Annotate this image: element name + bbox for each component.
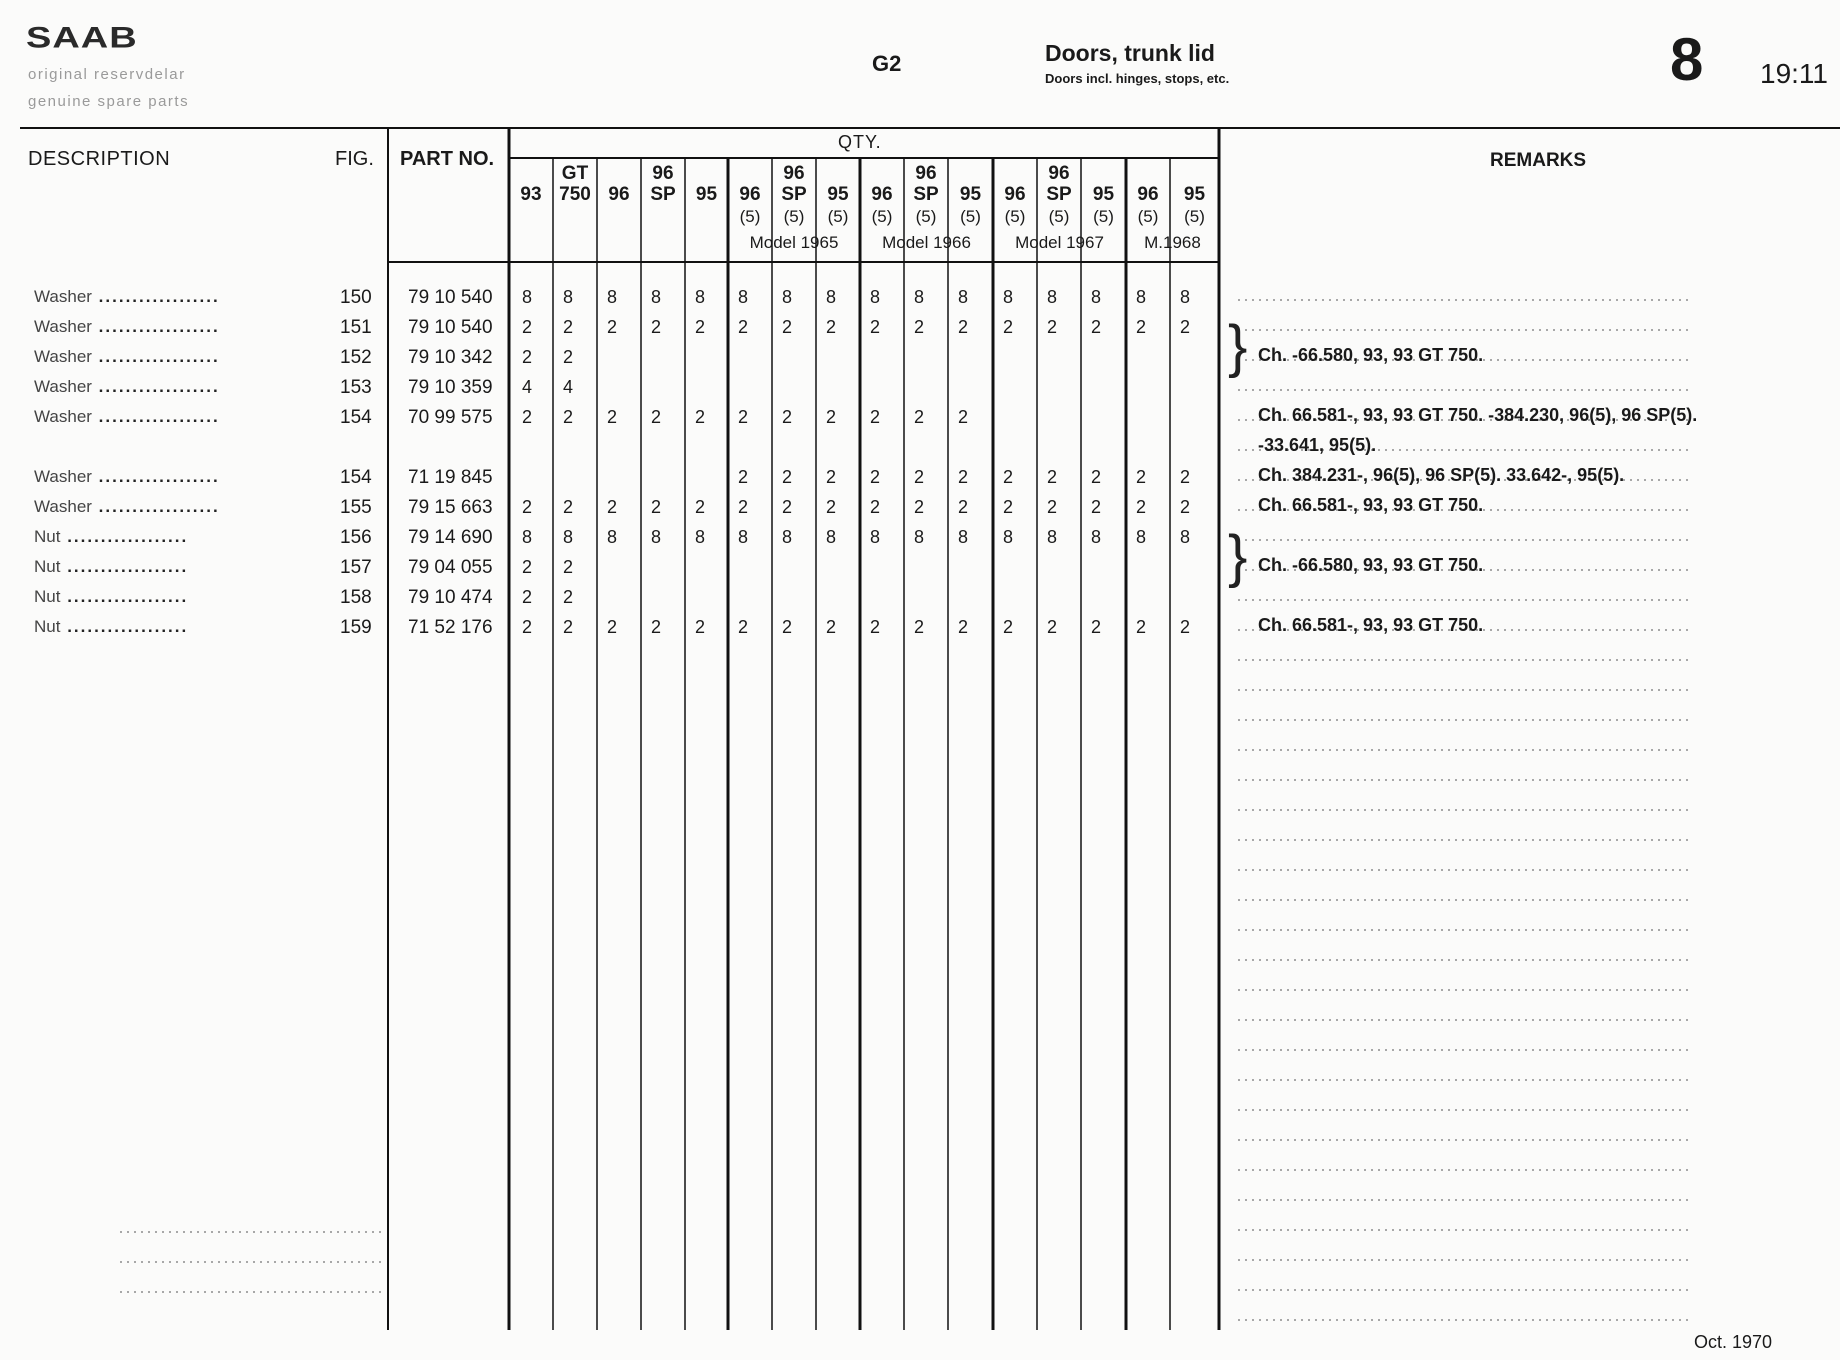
qty-column-header: 96 <box>915 163 937 184</box>
qty-cell: 2 <box>825 317 836 337</box>
qty-cell: 2 <box>825 497 836 517</box>
qty-cell: 2 <box>1002 317 1013 337</box>
qty-column-subheader: (5) <box>915 207 937 226</box>
row-remark: -33.641, 95(5). <box>1258 435 1377 455</box>
row-fig-number: 154 <box>340 467 372 488</box>
model-year-header: M.1968 <box>1144 233 1201 252</box>
page-number: 8 <box>1670 26 1704 93</box>
row-fig-number: 158 <box>340 587 372 608</box>
qty-cell: 8 <box>562 287 573 307</box>
qty-column-header: 96 <box>1137 184 1159 205</box>
qty-cell: 2 <box>694 407 705 427</box>
qty-cell: 2 <box>737 407 748 427</box>
qty-cell: 2 <box>781 617 792 637</box>
qty-cell: 2 <box>1002 617 1013 637</box>
row-fig-number: 156 <box>340 527 372 548</box>
qty-cell: 2 <box>562 617 573 637</box>
qty-cell: 2 <box>606 497 617 517</box>
qty-cell: 2 <box>781 497 792 517</box>
row-part-number: 71 52 176 <box>408 617 493 638</box>
qty-cell: 2 <box>521 557 532 577</box>
qty-cell: 2 <box>1090 317 1101 337</box>
row-part-number: 79 10 474 <box>408 587 493 608</box>
qty-cell: 2 <box>1179 497 1190 517</box>
qty-column-header: 95 <box>695 184 718 205</box>
model-year-header: Model 1965 <box>749 233 839 252</box>
qty-cell: 2 <box>694 317 705 337</box>
qty-column-subheader: (5) <box>1048 207 1070 226</box>
qty-cell: 8 <box>1046 287 1057 307</box>
qty-cell: 2 <box>869 407 880 427</box>
qty-cell: 8 <box>1135 287 1146 307</box>
qty-cell: 2 <box>650 617 661 637</box>
qty-column-header: 96 <box>871 184 893 205</box>
row-fig-number: 151 <box>340 317 372 338</box>
qty-cell: 8 <box>521 287 532 307</box>
qty-cell: 2 <box>1090 617 1101 637</box>
remark-group-brace: } <box>1228 524 1248 589</box>
row-description: Washer .................. <box>34 497 220 516</box>
row-fig-number: 153 <box>340 377 372 398</box>
qty-column-header: 96 <box>739 184 761 205</box>
row-description: Washer .................. <box>34 317 220 336</box>
qty-cell: 2 <box>869 467 880 487</box>
qty-cell: 8 <box>650 287 661 307</box>
qty-cell: 8 <box>913 527 924 547</box>
qty-cell: 2 <box>1135 317 1146 337</box>
qty-cell: 8 <box>957 287 968 307</box>
qty-cell: 2 <box>781 407 792 427</box>
row-part-number: 79 10 540 <box>408 287 493 308</box>
qty-cell: 2 <box>562 317 573 337</box>
row-fig-number: 155 <box>340 497 372 518</box>
fig-header: FIG. <box>335 148 374 170</box>
qty-cell: 2 <box>650 407 661 427</box>
qty-cell: 8 <box>650 527 661 547</box>
qty-column-subheader: (5) <box>783 207 805 226</box>
qty-cell: 2 <box>606 317 617 337</box>
qty-cell: 4 <box>521 377 532 397</box>
qty-cell: 2 <box>737 497 748 517</box>
row-part-number: 79 10 342 <box>408 347 493 368</box>
qty-cell: 8 <box>562 527 573 547</box>
qty-cell: 2 <box>957 497 968 517</box>
qty-cell: 8 <box>781 527 792 547</box>
qty-column-header: 95 <box>959 184 982 205</box>
row-description: Washer .................. <box>34 467 220 486</box>
group-code: G2 <box>872 51 902 76</box>
qty-cell: 2 <box>825 407 836 427</box>
qty-cell: 2 <box>913 497 924 517</box>
page-title: Doors, trunk lid <box>1045 40 1215 66</box>
qty-cell: 8 <box>781 287 792 307</box>
part-no-header: PART NO. <box>400 148 495 170</box>
qty-column-header: 96 <box>783 163 805 184</box>
row-description: Washer .................. <box>34 377 220 396</box>
qty-cell: 8 <box>1135 527 1146 547</box>
row-part-number: 79 15 663 <box>408 497 493 518</box>
qty-column-header: 95 <box>1183 184 1206 205</box>
qty-cell: 2 <box>1046 497 1057 517</box>
row-remark: Ch. 66.581-, 93, 93 GT 750. <box>1258 615 1484 635</box>
row-description: Nut .................. <box>34 587 189 606</box>
qty-cell: 2 <box>781 467 792 487</box>
qty-cell: 2 <box>1090 497 1101 517</box>
qty-cell: 8 <box>737 287 748 307</box>
qty-cell: 2 <box>825 617 836 637</box>
qty-column-subheader: (5) <box>1137 207 1159 226</box>
qty-cell: 2 <box>1046 617 1057 637</box>
row-part-number: 79 04 055 <box>408 557 493 578</box>
row-description: Nut .................. <box>34 617 189 636</box>
qty-cell: 2 <box>781 317 792 337</box>
qty-cell: 2 <box>1179 317 1190 337</box>
page-subnumber: 19:11 <box>1760 58 1828 89</box>
qty-cell: 2 <box>562 587 573 607</box>
qty-cell: 8 <box>869 287 880 307</box>
remark-group-brace: } <box>1228 314 1248 379</box>
qty-column-header-main: SP <box>650 184 676 205</box>
qty-column-header-main: SP <box>913 184 939 205</box>
saab-logo: SAAB <box>26 22 138 55</box>
qty-column-header: 95 <box>1092 184 1115 205</box>
qty-cell: 8 <box>521 527 532 547</box>
qty-column-header: 96 <box>652 163 674 184</box>
remarks-header: REMARKS <box>1490 150 1587 171</box>
qty-cell: 2 <box>1002 497 1013 517</box>
qty-column-header: 96 <box>608 184 630 205</box>
qty-column-header-main: SP <box>781 184 807 205</box>
qty-column-subheader: (5) <box>827 207 849 226</box>
qty-cell: 8 <box>1179 527 1190 547</box>
qty-cell: 8 <box>1002 287 1013 307</box>
model-year-header: Model 1967 <box>1015 233 1104 252</box>
qty-cell: 2 <box>825 467 836 487</box>
qty-cell: 8 <box>1090 527 1101 547</box>
qty-cell: 2 <box>913 317 924 337</box>
qty-cell: 2 <box>1046 317 1057 337</box>
qty-cell: 2 <box>869 317 880 337</box>
issue-date: Oct. 1970 <box>1694 1332 1773 1352</box>
qty-column-subheader: (5) <box>1093 207 1114 226</box>
qty-cell: 2 <box>1135 497 1146 517</box>
qty-cell: 2 <box>1135 467 1146 487</box>
qty-column-header: GT <box>561 163 589 184</box>
qty-cell: 2 <box>521 497 532 517</box>
qty-column-header-main: 750 <box>559 184 591 205</box>
qty-cell: 8 <box>825 527 836 547</box>
qty-cell: 8 <box>606 527 617 547</box>
qty-cell: 2 <box>1090 467 1101 487</box>
row-description: Washer .................. <box>34 347 220 366</box>
qty-cell: 2 <box>737 317 748 337</box>
qty-cell: 8 <box>1002 527 1013 547</box>
qty-cell: 8 <box>825 287 836 307</box>
qty-cell: 8 <box>957 527 968 547</box>
qty-cell: 8 <box>913 287 924 307</box>
row-description: Washer .................. <box>34 287 220 306</box>
row-description: Washer .................. <box>34 407 220 426</box>
row-part-number: 70 99 575 <box>408 407 493 428</box>
qty-cell: 4 <box>562 377 573 397</box>
qty-cell: 2 <box>1179 617 1190 637</box>
qty-column-subheader: (5) <box>871 207 893 226</box>
qty-cell: 2 <box>521 587 532 607</box>
qty-cell: 8 <box>737 527 748 547</box>
row-description: Nut .................. <box>34 527 189 546</box>
qty-cell: 2 <box>521 407 532 427</box>
qty-cell: 2 <box>737 467 748 487</box>
qty-cell: 2 <box>869 617 880 637</box>
row-remark: Ch. -66.580, 93, 93 GT 750. <box>1258 345 1484 365</box>
qty-column-header: 93 <box>520 184 542 205</box>
qty-column-subheader: (5) <box>1004 207 1026 226</box>
qty-cell: 2 <box>650 317 661 337</box>
qty-column-header: 95 <box>827 184 849 205</box>
row-fig-number: 157 <box>340 557 372 578</box>
row-remark: Ch. 66.581-, 93, 93 GT 750. -384.230, 96(5), 96 SP(5). <box>1258 405 1698 425</box>
qty-cell: 2 <box>562 557 573 577</box>
qty-column-header: 96 <box>1048 163 1070 184</box>
row-remark: Ch. 384.231-, 96(5), 96 SP(5). 33.642-, 95(5). <box>1258 465 1625 485</box>
row-description: Nut .................. <box>34 557 189 576</box>
row-part-number: 79 10 540 <box>408 317 493 338</box>
qty-cell: 2 <box>521 617 532 637</box>
qty-cell: 8 <box>694 527 705 547</box>
qty-cell: 8 <box>869 527 880 547</box>
qty-cell: 2 <box>957 317 968 337</box>
row-remark: Ch. -66.580, 93, 93 GT 750. <box>1258 555 1484 575</box>
row-fig-number: 154 <box>340 407 372 428</box>
qty-cell: 2 <box>1135 617 1146 637</box>
qty-cell: 2 <box>606 407 617 427</box>
logo-subline-swedish: original reservdelar <box>28 66 186 83</box>
qty-cell: 2 <box>562 497 573 517</box>
qty-column-header-main: SP <box>1046 184 1072 205</box>
qty-cell: 2 <box>737 617 748 637</box>
model-year-header: Model 1966 <box>882 233 971 252</box>
qty-column-subheader: (5) <box>739 207 761 226</box>
qty-cell: 2 <box>606 617 617 637</box>
row-fig-number: 159 <box>340 617 372 638</box>
qty-cell: 8 <box>606 287 617 307</box>
qty-cell: 2 <box>957 407 968 427</box>
qty-cell: 2 <box>913 467 924 487</box>
qty-cell: 8 <box>1179 287 1190 307</box>
qty-cell: 2 <box>1046 467 1057 487</box>
row-part-number: 71 19 845 <box>408 467 493 488</box>
row-fig-number: 150 <box>340 287 372 308</box>
qty-column-subheader: (5) <box>1184 207 1205 226</box>
row-part-number: 79 14 690 <box>408 527 493 548</box>
qty-cell: 2 <box>957 467 968 487</box>
qty-cell: 2 <box>694 497 705 517</box>
qty-column-subheader: (5) <box>960 207 981 226</box>
logo-subline-english: genuine spare parts <box>28 93 190 110</box>
qty-cell: 8 <box>694 287 705 307</box>
qty-cell: 8 <box>1090 287 1101 307</box>
qty-cell: 2 <box>913 407 924 427</box>
qty-cell: 2 <box>521 347 532 367</box>
qty-cell: 2 <box>869 497 880 517</box>
row-remark: Ch. 66.581-, 93, 93 GT 750. <box>1258 495 1484 515</box>
row-fig-number: 152 <box>340 347 372 368</box>
qty-cell: 2 <box>913 617 924 637</box>
qty-cell: 2 <box>1179 467 1190 487</box>
qty-cell: 2 <box>957 617 968 637</box>
qty-cell: 2 <box>1002 467 1013 487</box>
page-subtitle: Doors incl. hinges, stops, etc. <box>1045 71 1230 86</box>
qty-cell: 2 <box>694 617 705 637</box>
qty-cell: 2 <box>562 347 573 367</box>
qty-cell: 2 <box>650 497 661 517</box>
qty-header: QTY. <box>838 132 882 152</box>
qty-cell: 2 <box>562 407 573 427</box>
row-part-number: 79 10 359 <box>408 377 493 398</box>
qty-cell: 8 <box>1046 527 1057 547</box>
qty-column-header: 96 <box>1004 184 1026 205</box>
qty-cell: 2 <box>521 317 532 337</box>
description-header: DESCRIPTION <box>28 148 171 170</box>
